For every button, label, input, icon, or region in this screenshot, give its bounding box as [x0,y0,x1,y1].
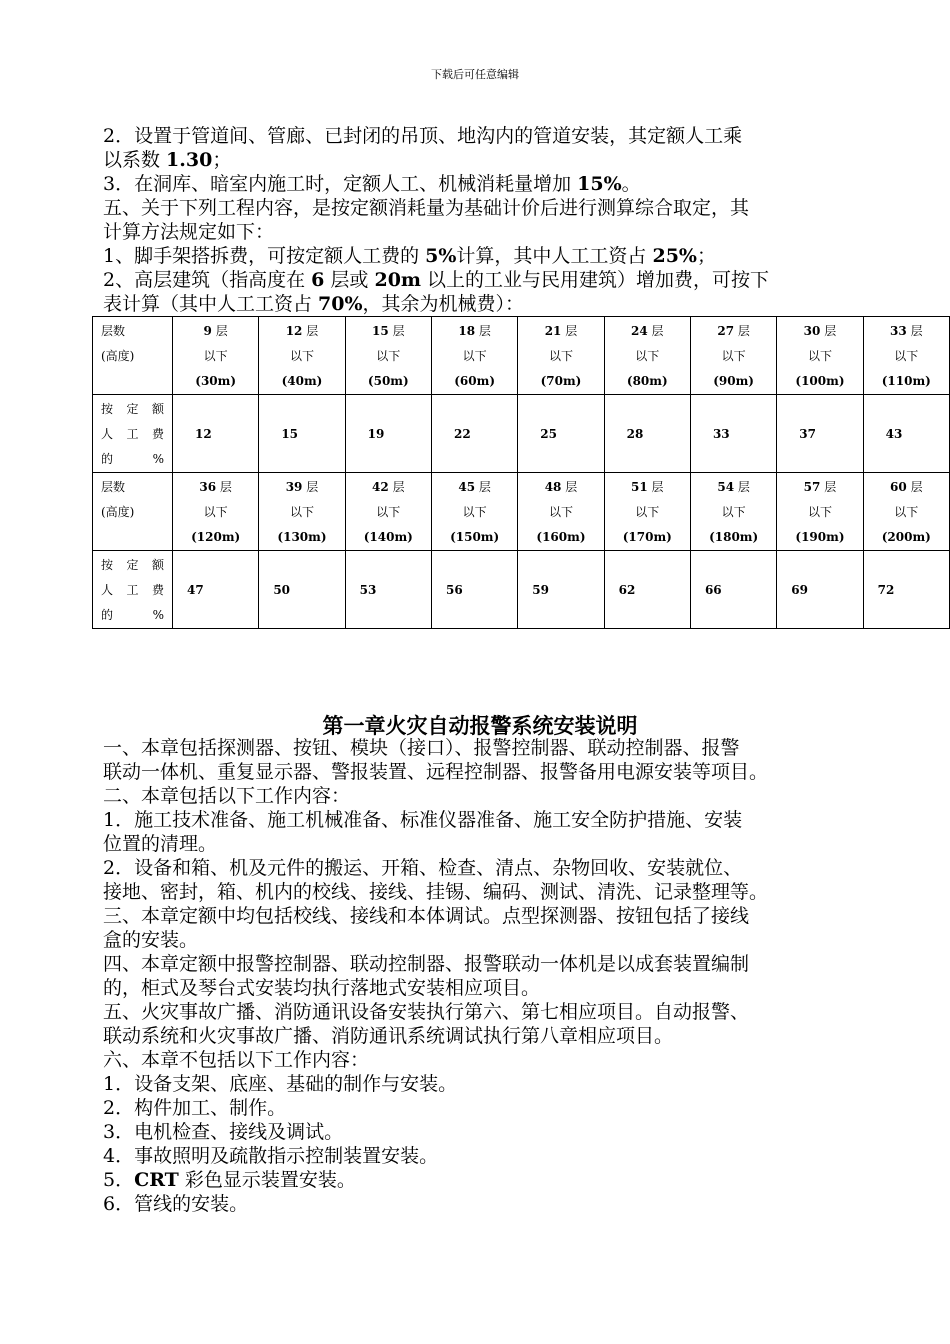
text-line: 的，柜式及琴台式安装均执行落地式安装相应项目。 [103,977,541,999]
text-line: 四、本章定额中报警控制器、联动控制器、报警联动一体机是以成套装置编制 [103,953,750,975]
text-line: 2．构件加工、制作。 [103,1097,287,1119]
text-line: 1．施工技术准备、施工机械准备、标准仪器准备、施工安全防护措施、安装 [103,809,743,831]
page-header: 下载后可任意编辑 [431,68,519,81]
floor-header-cell: 9 层 以下 (30m) [172,317,258,395]
floor-header-cell: 12 层 以下 (40m) [259,317,345,395]
fee-percent-cell: 33 [690,395,776,473]
row-label-floor: 层数 (高度) [93,317,173,395]
fee-percent-cell: 56 [431,551,517,629]
floor-header-cell: 48 层 以下 (160m) [518,473,604,551]
floor-header-cell: 24 层 以下 (80m) [604,317,690,395]
table-row [93,317,950,395]
text-line: 5．CRT 彩色显示装置安装。 [103,1169,356,1191]
fee-percent-cell: 47 [172,551,258,629]
text-line: 一、本章包括探测器、按钮、模块（接口）、报警控制器、联动控制器、报警 [103,737,740,759]
text-line: 联动系统和火灾事故广播、消防通讯系统调试执行第八章相应项目。 [103,1025,674,1047]
text-line: 6．管线的安装。 [103,1193,249,1215]
table-row [93,473,950,551]
fee-percent-cell: 28 [604,395,690,473]
fee-percent-cell: 69 [777,551,863,629]
fee-percent-cell: 50 [259,551,345,629]
floor-header-cell: 60 层 以下 (200m) [863,473,949,551]
table-row [93,551,950,629]
fee-percent-cell: 12 [172,395,258,473]
text-line: 接地、密封，箱、机内的校线、接线、挂锡、编码、测试、清洗、记录整理等。 [103,881,769,903]
fee-percent-cell: 22 [431,395,517,473]
row-label-floor: 层数 (高度) [93,473,173,551]
floor-header-cell: 15 层 以下 (50m) [345,317,431,395]
fee-percent-cell: 19 [345,395,431,473]
chapter-title: 第一章火灾自动报警系统安装说明 [322,713,638,738]
fee-percent-cell: 15 [259,395,345,473]
row-label-fee: 按 定 额 人 工 费 的% [93,395,173,473]
text-line: 2．设置于管道间、管廊、已封闭的吊顶、地沟内的管道安装，其定额人工乘 [103,125,743,147]
fee-percent-cell: 43 [863,395,949,473]
text-line: 2．设备和箱、机及元件的搬运、开箱、检查、清点、杂物回收、安装就位、 [103,857,743,879]
text-line: 3．在洞库、暗室内施工时，定额人工、机械消耗量增加 15%。 [103,173,641,195]
floor-header-cell: 45 层 以下 (150m) [431,473,517,551]
floor-header-cell: 27 层 以下 (90m) [690,317,776,395]
floor-header-cell: 18 层 以下 (60m) [431,317,517,395]
floor-header-cell: 51 层 以下 (170m) [604,473,690,551]
fee-percent-cell: 72 [863,551,949,629]
text-line: 4．事故照明及疏散指示控制装置安装。 [103,1145,439,1167]
floor-header-cell: 57 层 以下 (190m) [777,473,863,551]
fee-percent-cell: 53 [345,551,431,629]
text-line: 2、高层建筑（指高度在 6 层或 20m 以上的工业与民用建筑）增加费，可按下 [103,269,770,291]
high-rise-fee-table [92,316,950,629]
fee-percent-cell: 37 [777,395,863,473]
fee-percent-cell: 59 [518,551,604,629]
floor-header-cell: 33 层 以下 (110m) [863,317,949,395]
text-line: 3．电机检查、接线及调试。 [103,1121,344,1143]
fee-percent-cell: 66 [690,551,776,629]
table-row [93,395,950,473]
text-line: 二、本章包括以下工作内容： [103,785,351,807]
floor-header-cell: 39 层 以下 (130m) [259,473,345,551]
text-line: 1．设备支架、底座、基础的制作与安装。 [103,1073,458,1095]
text-line: 六、本章不包括以下工作内容： [103,1049,370,1071]
text-line: 联动一体机、重复显示器、警报装置、远程控制器、报警备用电源安装等项目。 [103,761,769,783]
text-line: 表计算（其中人工工资占 70%，其余为机械费）： [103,293,525,315]
row-label-fee: 按 定 额 人 工 费 的% [93,551,173,629]
floor-header-cell: 42 层 以下 (140m) [345,473,431,551]
text-line: 五、关于下列工程内容，是按定额消耗量为基础计价后进行测算综合取定，其 [103,197,750,219]
text-line: 1、脚手架搭拆费，可按定额人工费的 5%计算，其中人工工资占 25%； [103,245,716,267]
text-line: 位置的清理。 [103,833,218,855]
text-line: 三、本章定额中均包括校线、接线和本体调试。点型探测器、按钮包括了接线 [103,905,750,927]
text-line: 计算方法规定如下： [103,221,275,243]
text-line: 以系数 1.30； [103,149,232,171]
text-line: 五、火灾事故广播、消防通讯设备安装执行第六、第七相应项目。自动报警、 [103,1001,750,1023]
floor-header-cell: 30 层 以下 (100m) [777,317,863,395]
fee-percent-cell: 62 [604,551,690,629]
floor-header-cell: 36 层 以下 (120m) [172,473,258,551]
chapter-body [103,736,883,1216]
top-text-block [103,124,883,316]
fee-percent-cell: 25 [518,395,604,473]
floor-header-cell: 54 层 以下 (180m) [690,473,776,551]
floor-header-cell: 21 层 以下 (70m) [518,317,604,395]
text-line: 盒的安装。 [103,929,199,951]
